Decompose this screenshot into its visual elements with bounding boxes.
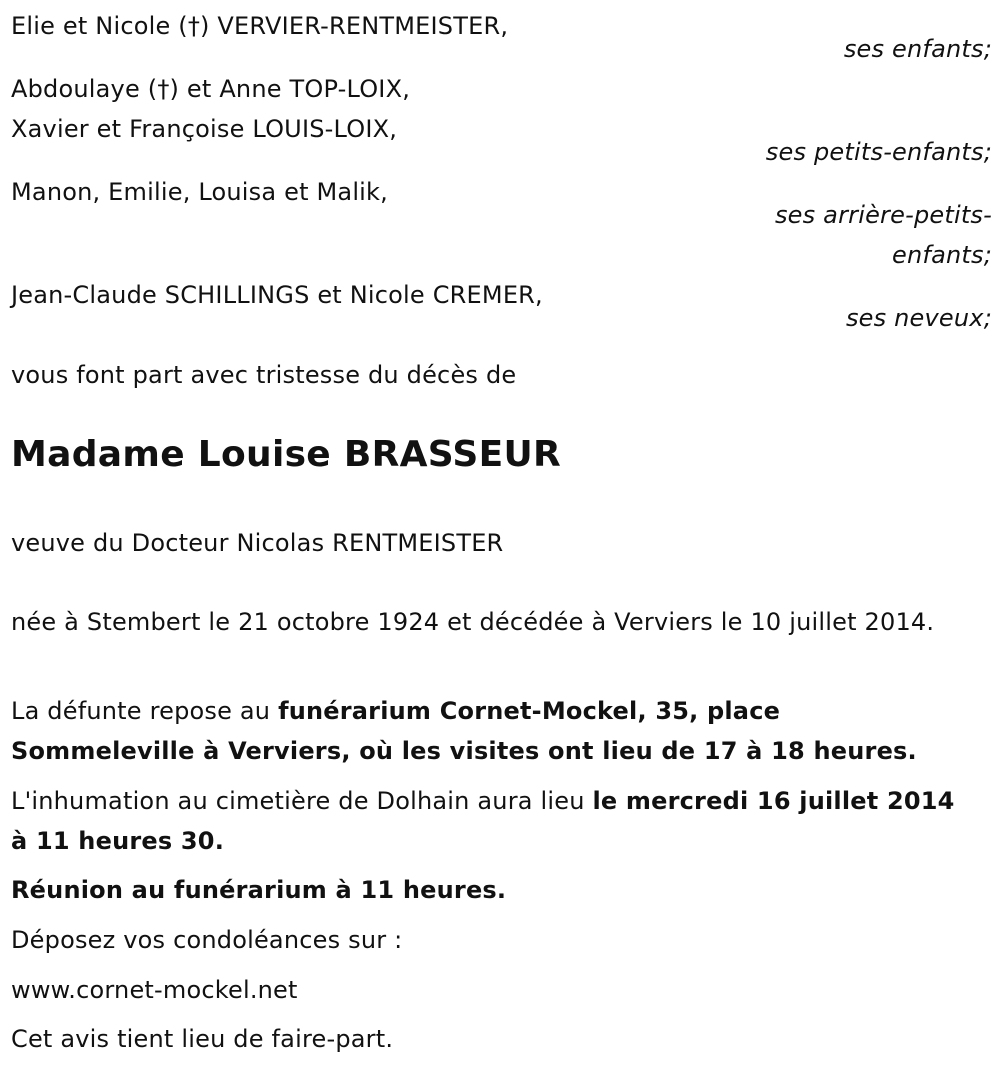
repose-location: funérarium Cornet-Mockel, 35, place Sommeleville à Verviers, où les visites ont lieu de 17 à 18 heures.	[11, 697, 917, 765]
condolences-website-link[interactable]: www.cornet-mockel.net	[11, 976, 298, 1004]
announcement-text: vous font part avec tristesse du décès de	[11, 361, 517, 389]
repose-intro: La défunte repose au	[11, 697, 279, 725]
family-line-great-grandchildren: Manon, Emilie, Louisa et Malik,	[11, 178, 388, 206]
family-line-grandchildren-2: Xavier et Françoise LOUIS-LOIX,	[11, 115, 398, 143]
meeting-text	[11, 870, 971, 910]
burial-paragraph	[11, 781, 971, 861]
deceased-name: Madame Louise BRASSEUR	[11, 434, 562, 475]
burial-date: le mercredi 16 juillet 2014 à 11 heures 30.	[11, 787, 955, 855]
relation-label-great-grandchildren-1: ses arrière-petits-	[774, 201, 992, 229]
birth-death-text: née à Stembert le 21 octobre 1924 et décédée à Verviers le 10 juillet 2014.	[11, 608, 935, 636]
repose-paragraph	[11, 691, 971, 771]
relation-label-children: ses enfants;	[843, 35, 992, 63]
burial-intro: L'inhumation au cimetière de Dolhain aura lieu	[11, 787, 593, 815]
widow-of-text: veuve du Docteur Nicolas RENTMEISTER	[11, 529, 504, 557]
relation-label-great-grandchildren-2: enfants;	[892, 241, 992, 269]
relation-label-nephews: ses neveux;	[845, 304, 992, 332]
meeting-bold: Réunion au funérarium à 11 heures.	[11, 876, 507, 904]
condolences-text: Déposez vos condoléances sur :	[11, 926, 403, 954]
family-line-children: Elie et Nicole (†) VERVIER-RENTMEISTER,	[11, 12, 509, 40]
relation-label-grandchildren: ses petits-enfants;	[765, 138, 992, 166]
family-line-grandchildren-1: Abdoulaye (†) et Anne TOP-LOIX,	[11, 75, 411, 103]
family-line-nephews: Jean-Claude SCHILLINGS et Nicole CREMER,	[11, 281, 543, 309]
notice-text: Cet avis tient lieu de faire-part.	[11, 1025, 394, 1053]
